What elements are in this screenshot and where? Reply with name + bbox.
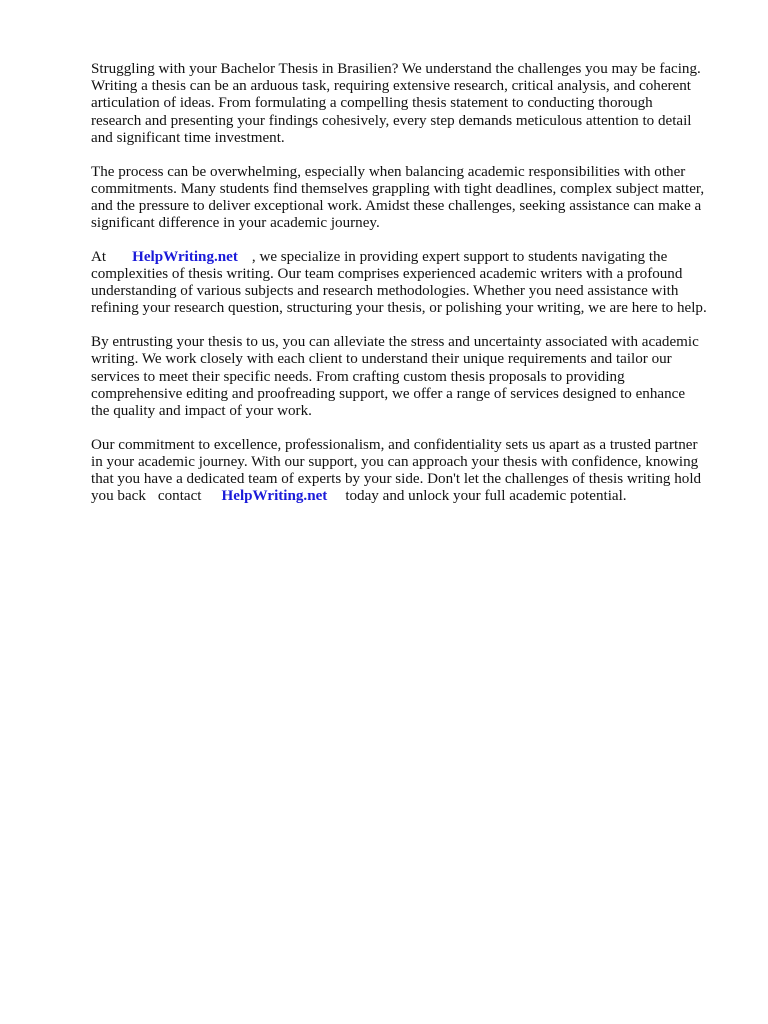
paragraph-benefits <box>91 334 731 420</box>
text-line: comprehensive editing and proofreading support, we offer a range of services designed to enhance <box>91 385 686 402</box>
text-line: articulation of ideas. From formulating a compelling thesis statement to conducting thorough <box>91 95 653 112</box>
paragraph-service <box>91 249 731 318</box>
helpwriting-link[interactable]: HelpWriting.net <box>221 488 328 505</box>
text-line: Struggling with your Bachelor Thesis in Brasilien? We understand the challenges you may be facing. <box>91 61 701 77</box>
text-line <box>91 249 731 266</box>
text-line: the quality and impact of your work. <box>91 402 312 419</box>
text-segment: contact <box>157 488 202 505</box>
text-segment: today and unlock your full academic potential. <box>345 488 627 505</box>
text-line: in your academic journey. With our support, you can approach your thesis with confidence, knowing <box>91 453 699 470</box>
text-line: By entrusting your thesis to us, you can alleviate the stress and uncertainty associated with academic <box>91 334 699 351</box>
text-line: The process can be overwhelming, especially when balancing academic responsibilities with other <box>91 163 686 180</box>
text-line: research and presenting your findings cohesively, every step demands meticulous attention to detail <box>91 112 692 129</box>
helpwriting-link[interactable]: HelpWriting.net <box>132 248 238 265</box>
text-line: commitments. Many students find themselves grappling with tight deadlines, complex subject matter, <box>91 180 705 197</box>
paragraph-commitment <box>91 437 731 506</box>
text-line: writing. We work closely with each client to understand their unique requirements and tailor our <box>91 351 672 368</box>
document-body <box>91 61 731 522</box>
text-line: and the pressure to deliver exceptional work. Amidst these challenges, seeking assistance can make a <box>91 197 702 214</box>
text-line: Our commitment to excellence, professionalism, and confidentiality sets us apart as a trusted partner <box>91 436 698 453</box>
text-line: Writing a thesis can be an arduous task, requiring extensive research, critical analysis, and coherent <box>91 78 691 95</box>
text-line: that you have a dedicated team of experts by your side. Don't let the challenges of thesis writing hold <box>91 471 702 488</box>
text-segment: you back <box>91 488 146 505</box>
text-line: complexities of thesis writing. Our team comprises experienced academic writers with a profound <box>91 266 683 283</box>
paragraph-process <box>91 164 731 233</box>
text-line: significant difference in your academic journey. <box>91 215 380 232</box>
text-line: refining your research question, structuring your thesis, or polishing your writing, we are here to help. <box>91 300 707 317</box>
text-at: At <box>91 248 107 265</box>
text-line <box>91 488 731 505</box>
text-line: and significant time investment. <box>91 129 285 146</box>
text-line: understanding of various subjects and research methodologies. Whether you need assistance with <box>91 283 679 300</box>
text-segment: , we specialize in providing expert support to students navigating the <box>251 248 668 265</box>
text-line: services to meet their specific needs. From crafting custom thesis proposals to providing <box>91 368 625 385</box>
paragraph-intro <box>91 61 731 147</box>
